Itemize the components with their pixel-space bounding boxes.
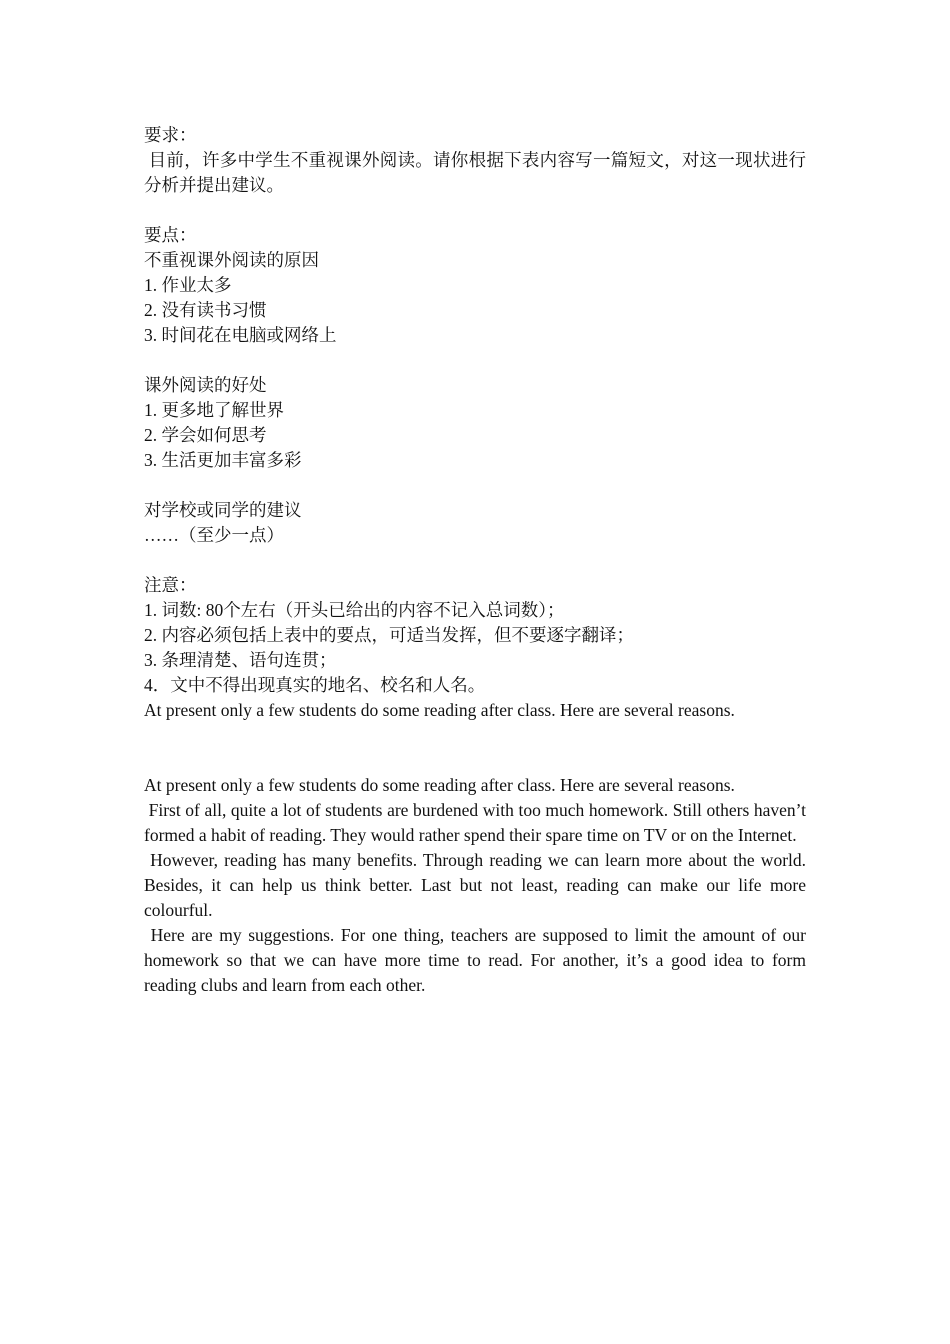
spacer bbox=[144, 473, 806, 498]
spacer bbox=[144, 723, 806, 773]
benefit-item: 3. 生活更加丰富多彩 bbox=[144, 450, 302, 470]
reason-item: 2. 没有读书习惯 bbox=[144, 300, 267, 320]
essay-paragraph: Here are my suggestions. For one thing, teachers are supposed to limit the amount of our homework so that we can have more time to read. For another, it’s a good idea to form reading clubs and learn from each other. bbox=[144, 925, 811, 995]
reasons-title: 不重视课外阅读的原因 bbox=[144, 250, 319, 270]
notes-heading: 注意： bbox=[144, 575, 197, 595]
document-page bbox=[144, 123, 811, 998]
essay-paragraph: However, reading has many benefits. Through reading we can learn more about the world. Besides, it can help us think better. Last but not least, reading can make our life more colourful. bbox=[144, 850, 811, 920]
requirements-heading: 要求： bbox=[144, 125, 197, 145]
key-points-heading: 要点： bbox=[144, 225, 197, 245]
essay-paragraph: At present only a few students do some reading after class. Here are several reasons. bbox=[144, 775, 735, 795]
suggestions-title: 对学校或同学的建议 bbox=[144, 500, 302, 520]
reason-item: 1. 作业太多 bbox=[144, 275, 232, 295]
spacer bbox=[144, 348, 806, 373]
note-item: 1. 词数: 80个左右（开头已给出的内容不记入总词数）； bbox=[144, 600, 565, 620]
note-item: 2. 内容必须包括上表中的要点，可适当发挥，但不要逐字翻译； bbox=[144, 625, 634, 645]
note-item: 3. 条理清楚、语句连贯； bbox=[144, 650, 337, 670]
benefit-item: 1. 更多地了解世界 bbox=[144, 400, 284, 420]
spacer bbox=[144, 198, 806, 223]
note-item: 4．文中不得出现真实的地名、校名和人名。 bbox=[144, 675, 486, 695]
suggestions-text: ……（至少一点） bbox=[144, 525, 284, 545]
essay-paragraph: First of all, quite a lot of students are burdened with too much homework. Still others haven’t formed a habit of reading. They would rather spend their spare time on TV or on the Internet. bbox=[144, 800, 811, 845]
essay-opening-sentence: At present only a few students do some reading after class. Here are several reasons. bbox=[144, 700, 735, 720]
benefit-item: 2. 学会如何思考 bbox=[144, 425, 267, 445]
spacer bbox=[144, 548, 806, 573]
benefits-title: 课外阅读的好处 bbox=[144, 375, 267, 395]
reason-item: 3. 时间花在电脑或网络上 bbox=[144, 325, 337, 345]
requirements-text: 目前，许多中学生不重视课外阅读。请你根据下表内容写一篇短文，对这一现状进行分析并提出建议。 bbox=[144, 150, 807, 195]
